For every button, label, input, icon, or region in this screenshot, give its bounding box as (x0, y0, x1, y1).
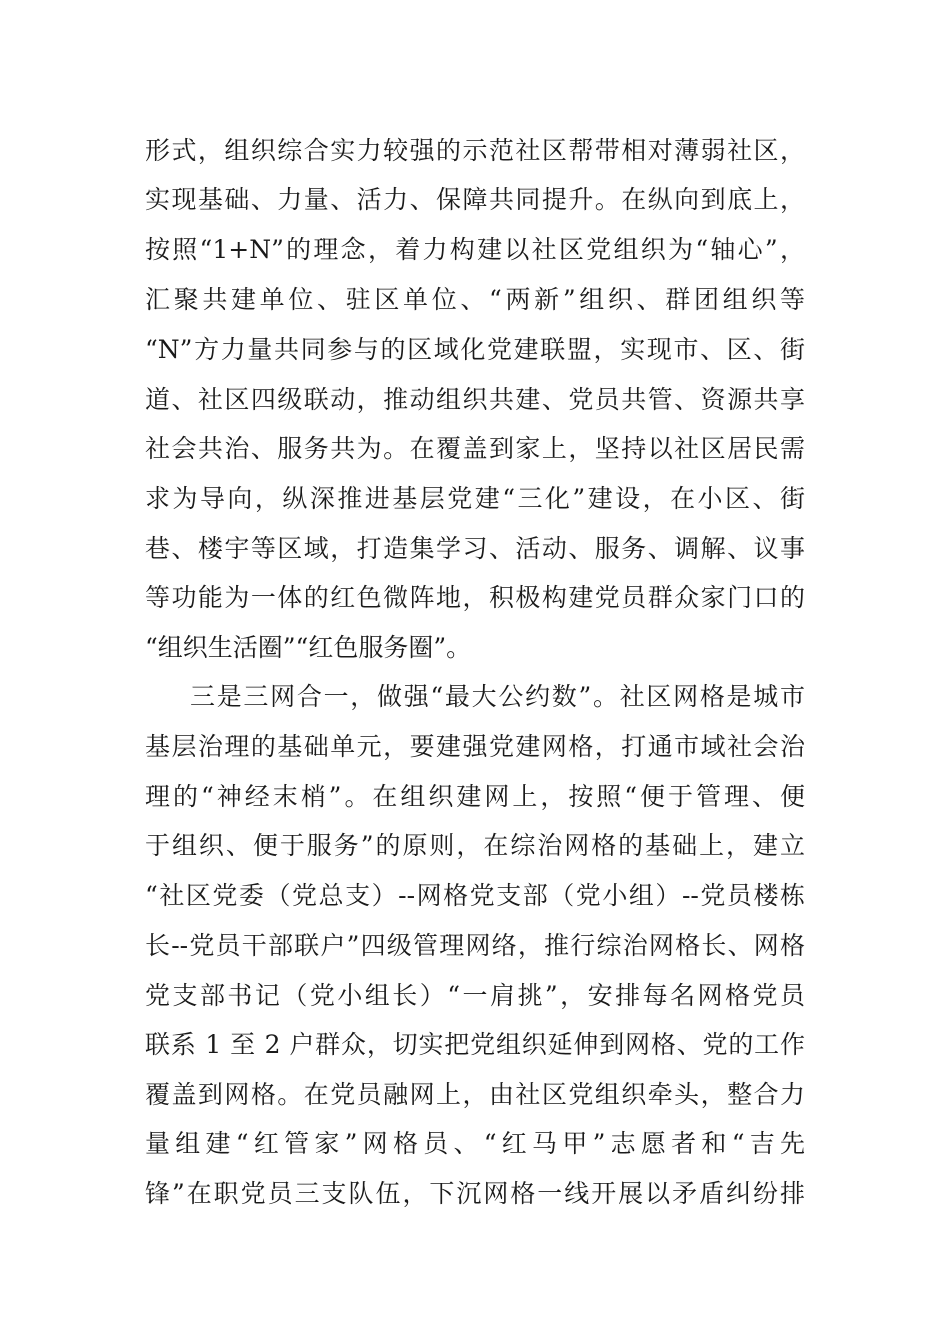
text-line-7: 社会共治、服务共为。在覆盖到家上，坚持以社区居民需 (145, 434, 805, 463)
text-line-18: 党支部书记（党小组长）“一肩挑”，安排每名网格党员 (145, 981, 805, 1010)
text-line-17: 长--党员干部联户”四级管理网络，推行综治网格长、网格 (145, 931, 805, 960)
text-line-10: 等功能为一体的红色微阵地，积极构建党员群众家门口的 (145, 583, 805, 612)
text-line-14: 理的“神经末梢”。在组织建网上，按照“便于管理、便 (145, 782, 805, 811)
text-line-9: 巷、楼宇等区域，打造集学习、活动、服务、调解、议事 (145, 534, 805, 563)
text-line-19: 联系 1 至 2 户群众，切实把党组织延伸到网格、党的工作 (145, 1030, 805, 1059)
text-line-3: 按照“1+N”的理念，着力构建以社区党组织为“轴心”， (145, 235, 805, 264)
text-line-21: 量组建“红管家”网格员、“红马甲”志愿者和“吉先 (145, 1129, 805, 1158)
text-line-13: 基层治理的基础单元，要建强党建网格，打通市域社会治 (145, 732, 805, 761)
text-line-11: “组织生活圈”“红色服务圈”。 (145, 633, 472, 662)
text-line-4: 汇聚共建单位、驻区单位、“两新”组织、群团组织等 (145, 285, 805, 314)
text-line-6: 道、社区四级联动，推动组织共建、党员共管、资源共享 (145, 385, 805, 414)
text-line-16: “社区党委（党总支）--网格党支部（党小组）--党员楼栋 (145, 881, 805, 910)
paragraph-heading-line: 三是三网合一，做强“最大公约数”。社区网格是城市 (190, 682, 805, 711)
text-line-22: 锋”在职党员三支队伍，下沉网格一线开展以矛盾纠纷排 (145, 1179, 805, 1208)
text-line-1: 形式，组织综合实力较强的示范社区帮带相对薄弱社区， (145, 136, 805, 165)
text-line-5: “N”方力量共同参与的区域化党建联盟，实现市、区、街 (145, 335, 805, 364)
text-line-2: 实现基础、力量、活力、保障共同提升。在纵向到底上， (145, 185, 805, 214)
text-line-20: 覆盖到网格。在党员融网上，由社区党组织牵头，整合力 (145, 1080, 805, 1109)
text-line-15: 于组织、便于服务”的原则，在综治网格的基础上，建立 (145, 831, 805, 860)
text-line-8: 求为导向，纵深推进基层党建“三化”建设，在小区、街 (145, 484, 805, 513)
